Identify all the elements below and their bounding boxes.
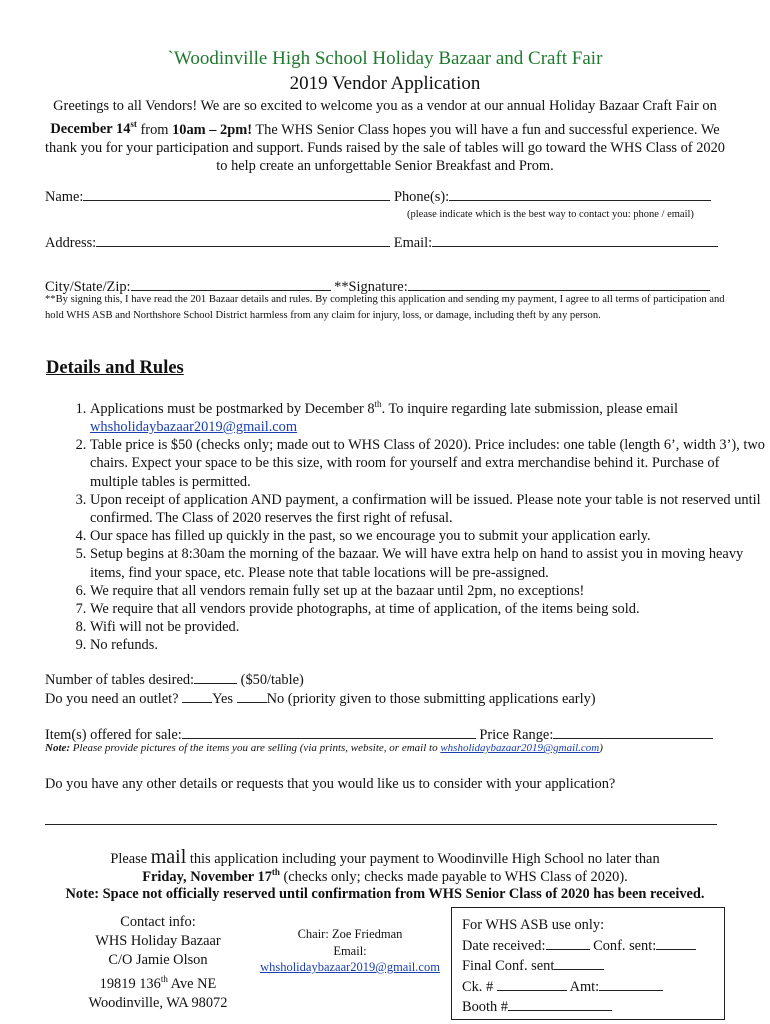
deadline-date-text: Friday, November 17 xyxy=(142,868,272,885)
rule-item: 6. We require that all vendors remain fully set up at the bazaar until 2pm, no exceptions! xyxy=(90,582,770,600)
final-conf-field[interactable] xyxy=(554,955,604,970)
chair-email-link[interactable]: whsholidaybazaar2019@gmail.com xyxy=(260,960,440,974)
deadline-rest: (checks only; checks made payable to WHS Class of 2020). xyxy=(279,868,628,885)
price-field[interactable] xyxy=(553,724,713,739)
mail-rest: this application including your payment to Woodinville High School no later than xyxy=(186,851,660,867)
note-text: Please provide pictures of the items you are selling (via prints, website, or email to xyxy=(70,742,441,754)
bazaar-date xyxy=(50,121,137,137)
reservation-note: Note: Space not officially reserved until confirmation from WHS Senior Class of 2020 has been received. xyxy=(65,886,705,902)
other-requests-question: Do you have any other details or requests that you would like us to consider with your application? xyxy=(45,776,616,792)
mail-instructions xyxy=(0,846,770,869)
bazaar-time: 10am – 2pm! xyxy=(172,121,253,138)
conf-sent-field[interactable] xyxy=(656,935,696,950)
intro-text-3: The WHS Senior Class hopes you will have a fun and successful experience. We thank you for your participation and support. Funds raised by the sale of tables will go toward the WHS Class of 2020 to help create an unforgettable Senior Breakfast and Prom. xyxy=(45,121,725,175)
bazaar-date-text: December 14 xyxy=(50,121,131,138)
price-label: Price Range: xyxy=(479,727,554,743)
contact-heading: Contact info: xyxy=(120,914,196,930)
address-row xyxy=(45,232,718,252)
rule-item: 7. We require that all vendors provide photographs, at time of application, of the items being sold. xyxy=(90,600,770,618)
rule-1-text-2: . To inquire regarding late submission, please email xyxy=(381,400,679,417)
city-field[interactable] xyxy=(131,276,331,291)
note-email-link[interactable]: whsholidaybazaar2019@gmail.com xyxy=(440,742,600,754)
chair-email-label: Email: xyxy=(333,943,367,958)
address-field[interactable] xyxy=(96,232,390,247)
amount-label: Amt: xyxy=(566,978,600,995)
outlet-yes-field[interactable] xyxy=(182,688,212,703)
asb-heading: For WHS ASB use only: xyxy=(462,917,605,933)
phone-label: Phone(s): xyxy=(393,189,450,205)
tables-price: ($50/table) xyxy=(237,672,304,688)
contact-person: C/O Jamie Olson xyxy=(108,952,208,968)
street-sup: th xyxy=(160,974,168,984)
contact-org: WHS Holiday Bazaar xyxy=(95,933,221,949)
items-row xyxy=(45,724,713,744)
intro-paragraph xyxy=(40,97,730,176)
outlet-no-label: No (priority given to those submitting applications early) xyxy=(266,691,596,707)
booth-field[interactable] xyxy=(508,996,612,1011)
deadline-sup: th xyxy=(271,867,280,877)
mail-word: mail xyxy=(150,846,187,868)
rules-list xyxy=(46,395,770,655)
check-label: Ck. # xyxy=(462,978,497,995)
contact-street xyxy=(72,970,244,994)
tables-row xyxy=(45,669,304,689)
deadline-date xyxy=(142,869,280,885)
email-link[interactable]: whsholidaybazaar2019@gmail.com xyxy=(90,419,298,435)
intro-text-2: from xyxy=(136,121,173,138)
rule-item xyxy=(90,395,770,436)
bazaar-date-sup: st xyxy=(130,119,137,130)
amount-field[interactable] xyxy=(599,976,663,991)
street-name: Ave NE xyxy=(167,975,217,992)
rule-item: 9. No refunds. xyxy=(90,636,770,654)
form-subtitle: 2019 Vendor Application xyxy=(289,73,481,94)
tables-label: Number of tables desired: xyxy=(45,672,195,688)
date-received-label: Date received: xyxy=(462,937,546,954)
items-field[interactable] xyxy=(182,724,476,739)
rules-heading: Details and Rules xyxy=(46,358,184,378)
name-field[interactable] xyxy=(83,186,390,201)
rule-1-sup: th xyxy=(374,399,382,409)
intro-text: Greetings to all Vendors! We are so excited to welcome you as a vendor at our annual Holiday Bazaar Craft Fair on xyxy=(53,98,717,114)
phone-field[interactable] xyxy=(449,186,711,201)
city-label: City/State/Zip: xyxy=(45,279,131,295)
chair-info xyxy=(250,926,450,976)
note-label: Note: xyxy=(45,742,71,754)
booth-label: Booth # xyxy=(462,999,508,1015)
date-received-field[interactable] xyxy=(546,935,590,950)
signature-disclaimer: **By signing this, I have read the 201 Bazaar details and rules. By completing this application and sending my payment, I agree to all terms of participation and hold WHS ASB and Northshore School District harmless from any claim for injury, loss, or damage, including theft by any person. xyxy=(45,294,725,321)
rule-item: 3. Upon receipt of application AND payment, a confirmation will be issued. Please note your table is not reserved until confirmed. The Class of 2020 reserves the first right of refusal. xyxy=(90,491,770,527)
form-title: `Woodinville High School Holiday Bazaar and Craft Fair xyxy=(167,48,603,69)
street-number: 19819 136 xyxy=(99,975,161,992)
email-field[interactable] xyxy=(432,232,718,247)
check-field[interactable] xyxy=(497,976,567,991)
asb-date-row xyxy=(462,935,714,956)
photo-note xyxy=(45,742,603,754)
mail-please: Please xyxy=(110,851,151,867)
rule-item: 5. Setup begins at 8:30am the morning of the bazaar. We will have extra help on hand to assist you in moving heavy items, find your space, etc. Please note that table locations will be pre-assigned. xyxy=(90,545,770,581)
rule-item: 8. Wifi will not be provided. xyxy=(90,618,770,636)
signature-label: **Signature: xyxy=(334,279,408,295)
note-end: ) xyxy=(599,742,603,754)
outlet-yes-label: Yes xyxy=(212,691,237,707)
tables-field[interactable] xyxy=(194,669,237,684)
rule-item: 4. Our space has filled up quickly in the past, so we encourage you to submit your application early. xyxy=(90,527,770,545)
rule-1-text: Applications must be postmarked by December 8 xyxy=(90,400,375,417)
conf-sent-label: Conf. sent: xyxy=(589,937,657,954)
rule-item: 2. Table price is $50 (checks only; made out to WHS Class of 2020). Price includes: one table (length 6’, width 3’), two chairs. Expect your space to be this size, with room for yourself and extra merchandise behind it. Purchase of multiple tables is permitted. xyxy=(90,436,770,491)
signature-field[interactable] xyxy=(408,276,710,291)
items-label: Item(s) offered for sale: xyxy=(45,727,182,743)
contact-city: Woodinville, WA 98072 xyxy=(88,994,228,1011)
asb-final-row xyxy=(462,955,714,976)
chair-name: Chair: Zoe Friedman xyxy=(297,927,403,941)
outlet-no-field[interactable] xyxy=(237,688,267,703)
contact-info xyxy=(72,913,244,1013)
asb-booth-row xyxy=(462,996,714,1017)
other-requests-field[interactable] xyxy=(45,824,717,825)
asb-check-row xyxy=(462,976,714,997)
asb-use-box xyxy=(451,907,725,1020)
name-row xyxy=(45,186,711,206)
address-label: Address: xyxy=(45,235,97,251)
name-label: Name: xyxy=(45,189,84,205)
email-label: Email: xyxy=(393,235,433,251)
contact-hint: (please indicate which is the best way to contact you: phone / email) xyxy=(407,209,694,220)
final-conf-label: Final Conf. sent xyxy=(462,958,555,974)
mail-deadline xyxy=(0,867,770,886)
outlet-label: Do you need an outlet? xyxy=(45,691,183,707)
outlet-row xyxy=(45,688,596,708)
